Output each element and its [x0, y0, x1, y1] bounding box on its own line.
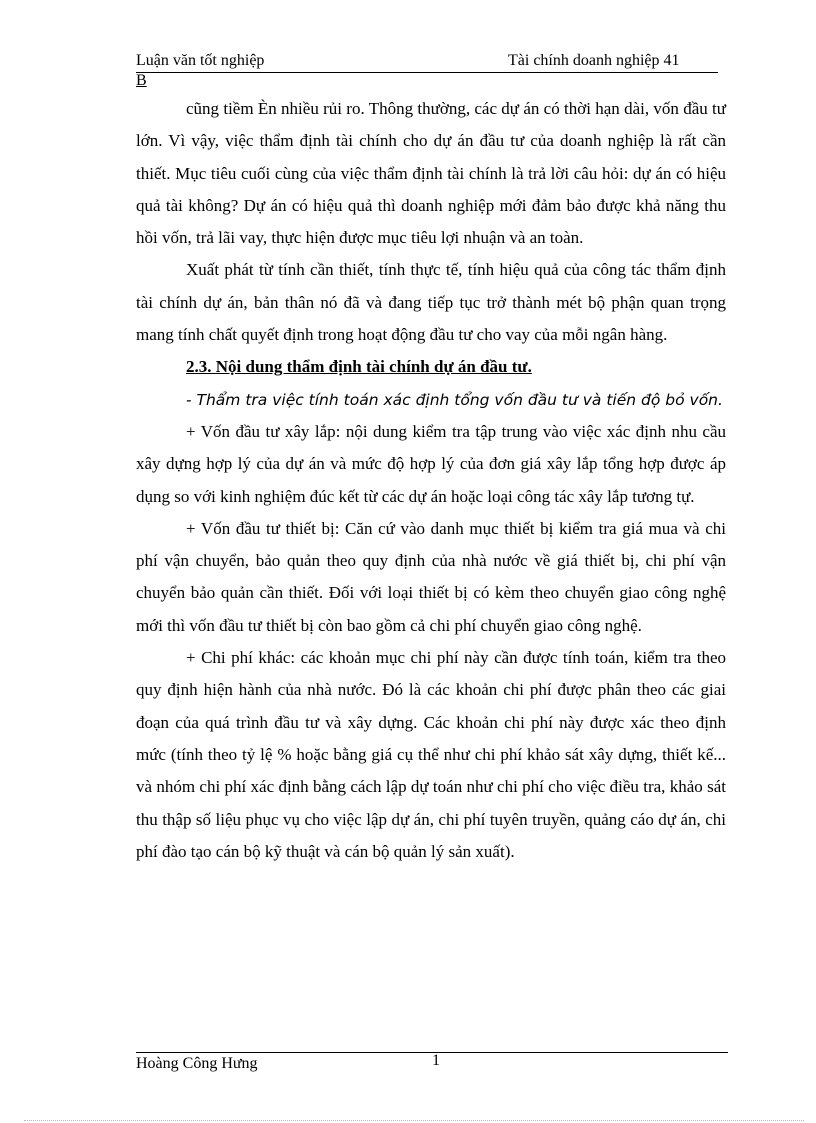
- subheading-capital-check: - Thẩm tra việc tính toán xác định tổng vốn đầu tư và tiến độ bỏ vốn.: [186, 390, 723, 409]
- page-bottom-edge: [24, 1120, 804, 1121]
- paragraph-equipment-capital: + Vốn đầu tư thiết bị: Căn cứ vào danh mục thiết bị kiểm tra giá mua và chi phí vận chuyển, bảo quản theo quy định của nhà nước về giá thiết bị, chi phí vận chuyển bảo quản cần thiết. Đối với loại thiết bị có kèm theo chuyển giao công nghệ mới thì vốn đầu tư thiết bị còn bao gồm cả chi phí chuyển giao công nghệ.: [136, 518, 726, 635]
- page-number: 1: [432, 1052, 440, 1069]
- section-heading: 2.3. Nội dung thẩm định tài chính dự án đầu tư.: [186, 357, 532, 377]
- paragraph-importance: Xuất phát từ tính cần thiết, tính thực tế, tính hiệu quả của công tác thẩm định tài chính dự án, bản thân nó đã và đang tiếp tục trở thành mét bộ phận quan trọng mang tính chất quyết định trong hoạt động đầu tư cho vay của mỗi ngân hàng.: [136, 260, 726, 345]
- paragraph-other-costs: + Chi phí khác: các khoản mục chi phí này cần được tính toán, kiểm tra theo quy định hiện hành của nhà nước. Đó là các khoản chi phí được phân theo các giai đoạn của quá trình đầu tư và xây dựng. Các khoản chi phí này được xác theo định mức (tính theo tỷ lệ % hoặc bằng giá cụ thể như chi phí khảo sát xây dựng, thiết kế... và nhóm chi phí xác định bằng cách lập dự toán như chi phí cho việc điều tra, khảo sát thu thập số liệu phục vụ cho việc lập dự án, chi phí tuyên truyền, quảng cáo dự án, chi phí đào tạo cán bộ kỹ thuật và cán bộ quản lý sản xuất).: [136, 648, 726, 861]
- header-thesis-label: Luận văn tốt nghiệp: [136, 52, 265, 69]
- document-body: [136, 93, 726, 868]
- footer-author: Hoàng Công Hưng: [136, 1055, 258, 1072]
- header-class-suffix: B: [136, 72, 147, 89]
- page-header: [136, 50, 718, 73]
- paragraph-construction-capital: + Vốn đầu tư xây lắp: nội dung kiểm tra tập trung vào việc xác định nhu cầu xây dựng hợp lý của dự án và mức độ hợp lý của đơn giá xây lắp tổng hợp được áp dụng so với kinh nghiệm đúc kết từ các dự án hoặc loại công tác xây lắp tương tự.: [136, 421, 726, 506]
- paragraph-continuation: cũng tiềm Èn nhiều rủi ro. Thông thường, các dự án có thời hạn dài, vốn đầu tư lớn. Vì vậy, việc thẩm định tài chính cho dự án đầu tư của doanh nghiệp là rất cần thiết. Mục tiêu cuối cùng của việc thẩm định tài chính là trả lời câu hỏi: dự án có hiệu quả tài không? Dự án có hiệu quả thì doanh nghiệp mới đảm bảo được khả năng thu hồi vốn, trả lãi vay, thực hiện được mục tiêu lợi nhuận và an toàn.: [136, 99, 726, 248]
- header-class-label: Tài chính doanh nghiệp 41: [508, 52, 680, 69]
